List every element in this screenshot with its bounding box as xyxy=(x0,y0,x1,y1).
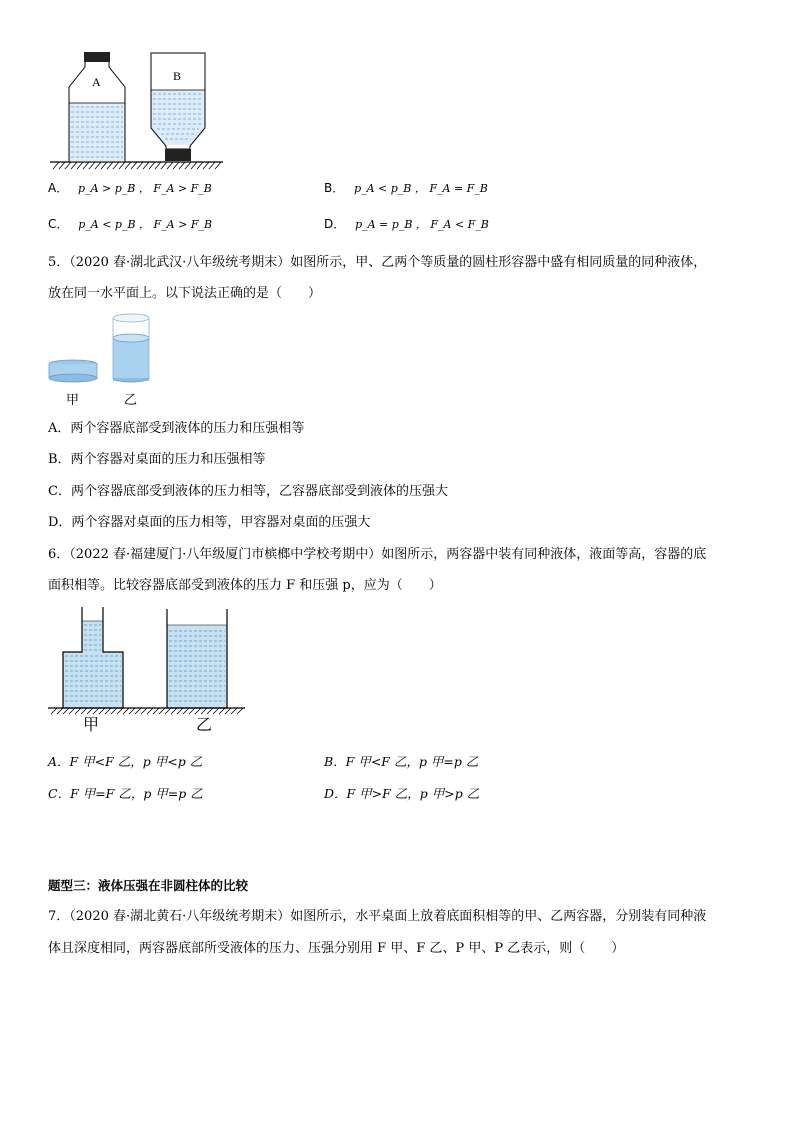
q6-option-b: B．F 甲<F 乙，p 甲=p 乙 xyxy=(324,754,479,769)
q5-figure xyxy=(45,312,165,387)
q4-option-d: D． p_A = p_B ， F_A < F_B xyxy=(324,217,489,231)
q7-stem-line1: 7．（2020 春·湖北黄石·八年级统考期末）如图所示，水平桌面上放着底面积相等的甲、乙两容器，分别装有同种液 xyxy=(48,909,707,924)
q4-option-b-text: p_A < p_B ， F_A = F_B xyxy=(354,182,488,195)
q5-fig-label-yi: 乙 xyxy=(124,393,138,408)
q4-option-a-text: p_A > p_B ， F_A > F_B xyxy=(78,182,212,195)
q6-stem-line1: 6．（2022 春·福建厦门·八年级厦门市槟榔中学校考期中）如图所示，两容器中装有同种液体，液面等高，容器的底 xyxy=(48,547,707,562)
bottles-figure xyxy=(45,45,230,175)
q6-option-d: D．F 甲>F 乙，p 甲>p 乙 xyxy=(324,786,480,801)
q6-fig-label-yi: 乙 xyxy=(196,715,213,734)
q6-fig-label-jia: 甲 xyxy=(83,715,100,734)
q5-fig-label-jia: 甲 xyxy=(66,393,80,408)
q4-option-d-text: p_A = p_B ， F_A < F_B xyxy=(355,218,489,231)
q6-figure xyxy=(45,605,250,717)
q4-option-c-text: p_A < p_B ， F_A > F_B xyxy=(78,218,213,231)
bottle-a-label: A xyxy=(92,75,101,89)
q4-option-b: B． p_A < p_B ， F_A = F_B xyxy=(324,181,488,195)
q7-stem-line2: 体且深度相同，两容器底部所受液体的压力、压强分别用 F 甲、F 乙、P 甲、P 乙表示，则（ ） xyxy=(48,941,625,956)
bottle-b-label: B xyxy=(173,69,182,83)
q5-option-b: B．两个容器对桌面的压力和压强相等 xyxy=(48,452,266,467)
q6-stem-line2: 面积相等。比较容器底部受到液体的压力 F 和压强 p，应为（ ） xyxy=(48,578,442,593)
q4-option-a: A． p_A > p_B ， F_A > F_B xyxy=(48,181,212,195)
q5-stem-line2: 放在同一水平面上。以下说法正确的是（ ） xyxy=(48,286,322,301)
q5-stem-line1: 5．（2020 春·湖北武汉·八年级统考期末）如图所示，甲、乙两个等质量的圆柱形容器中盛有相同质量的同种液体， xyxy=(48,255,707,270)
section3-heading: 题型三：液体压强在非圆柱体的比较 xyxy=(48,878,249,893)
q4-option-c: C． p_A < p_B ， F_A > F_B xyxy=(48,217,213,231)
q5-option-c: C．两个容器底部受到液体的压力相等，乙容器底部受到液体的压强大 xyxy=(48,484,448,499)
q6-option-c: C．F 甲=F 乙，p 甲=p 乙 xyxy=(48,786,203,801)
q5-option-a: A．两个容器底部受到液体的压力和压强相等 xyxy=(48,421,305,436)
q5-option-d: D．两个容器对桌面的压力相等，甲容器对桌面的压强大 xyxy=(48,515,371,530)
q6-option-a: A．F 甲<F 乙，p 甲<p 乙 xyxy=(48,754,203,769)
